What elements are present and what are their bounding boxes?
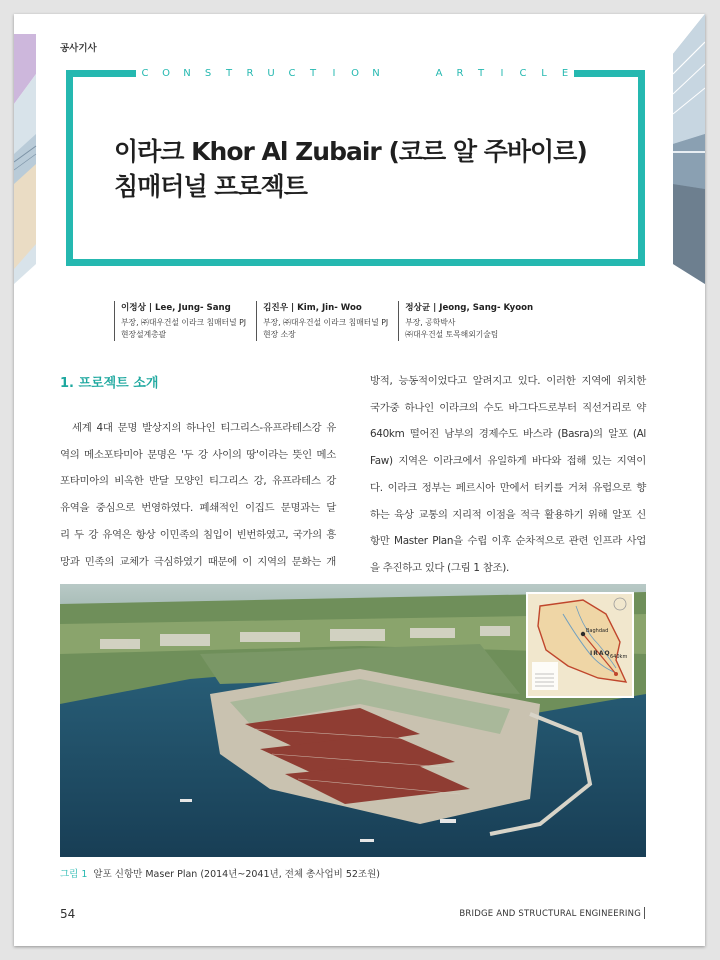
label-letter: R bbox=[456, 67, 464, 79]
port-masterplan-figure bbox=[60, 584, 646, 857]
author-affiliation: 현장 소장 bbox=[263, 330, 296, 339]
paragraph-line: 방적, 능동적이었다고 알려지고 있다. 이러한 지역에 위치한 bbox=[370, 375, 646, 387]
construction-article-label bbox=[136, 66, 574, 80]
paragraph-line: Faw) 지역은 이라크에서 유일하게 바다와 접해 있는 지역이 bbox=[370, 455, 646, 468]
label-letter: R bbox=[246, 67, 254, 79]
paragraph-line: 하는 육상 교통의 지리적 이점을 적극 활용하기 위해 알포 신 bbox=[370, 508, 646, 521]
label-letter: T bbox=[309, 67, 317, 79]
label-letter: S bbox=[204, 67, 212, 79]
author-2 bbox=[256, 301, 388, 341]
label-letter: C bbox=[288, 67, 296, 79]
paragraph-line: 리 두 강 유역은 항상 이민족의 침입이 빈번하였고, 국가의 흥 bbox=[60, 528, 336, 541]
author-3 bbox=[398, 301, 533, 341]
author-affiliation: 부장, ㈜대우건설 이라크 침매터널 PJ bbox=[263, 318, 389, 327]
page-number: 54 bbox=[60, 907, 76, 921]
article-title bbox=[114, 134, 587, 204]
magazine-page bbox=[14, 14, 705, 946]
label-letter: O bbox=[162, 67, 170, 79]
figure-caption bbox=[60, 866, 380, 880]
author-affiliation: 부장, 공학박사 bbox=[405, 318, 456, 327]
paragraph-line: 을 추진하고 있다 (그림 1 참조). bbox=[370, 561, 509, 574]
label-letter: O bbox=[351, 67, 359, 79]
paragraph-line: 항만 Master Plan을 수립 이후 순차적으로 관련 인프라 사업 bbox=[370, 535, 646, 548]
footer-divider bbox=[644, 907, 645, 919]
caption-text: 알포 신항만 Maser Plan (2014년~2041년, 전체 총사업비 52조원) bbox=[93, 869, 380, 880]
map-title: IRAQ bbox=[590, 650, 611, 657]
title-line-1: 이라크 Khor Al Zubair (코르 알 주바이르) bbox=[114, 137, 587, 166]
paragraph-line: 다. 이라크 정부는 페르시아 만에서 터키를 거쳐 유럽으로 향 bbox=[370, 481, 646, 494]
caption-label: 그림 1 bbox=[60, 869, 88, 880]
author-affiliation: 부장, ㈜대우건설 이라크 침매터널 PJ bbox=[121, 318, 247, 327]
author-list bbox=[114, 301, 543, 341]
body-column-right bbox=[370, 368, 646, 582]
paragraph-line: 역의 메소포타미아 문명은 '두 강 사이의 땅'이라는 뜻인 메소 bbox=[60, 448, 336, 461]
paragraph-line: 국가중 하나인 이라크의 수도 바그다드로부터 직선거리로 약 bbox=[370, 401, 646, 414]
journal-name: BRIDGE AND STRUCTURAL ENGINEERING bbox=[459, 909, 641, 919]
label-letter: E bbox=[561, 67, 569, 79]
label-letter: C bbox=[519, 67, 527, 79]
section-heading: 1. 프로젝트 소개 bbox=[60, 376, 159, 391]
paragraph-line: 망과 민족의 교체가 극심하였기 때문에 이 지역의 문화는 개 bbox=[60, 555, 336, 568]
paragraph-line: 640km 떨어진 남부의 경제수도 바스라 (Basra)의 알포 (Al bbox=[370, 428, 646, 441]
author-1 bbox=[114, 301, 246, 341]
label-letter: T bbox=[477, 67, 485, 79]
author-name: 이정상 | Lee, Jung- Sang bbox=[121, 303, 231, 313]
author-affiliation: 현장설계총괄 bbox=[121, 330, 167, 339]
label-letter: I bbox=[500, 67, 504, 79]
body-column-left bbox=[60, 415, 336, 575]
author-name: 정상균 | Jeong, Sang- Kyoon bbox=[405, 303, 534, 313]
label-letter: A bbox=[435, 67, 443, 79]
label-letter: C bbox=[141, 67, 149, 79]
label-letter: N bbox=[372, 67, 380, 79]
paragraph-line: 세계 4대 문명 발상지의 하나인 티그리스-유프라테스강 유 bbox=[72, 422, 336, 434]
label-letter: L bbox=[541, 67, 547, 79]
title-line-2: 침매터널 프로젝트 bbox=[114, 172, 307, 201]
section-tag: 공사기사 bbox=[60, 43, 97, 54]
author-affiliation: ㈜대우건설 토목해외기술팀 bbox=[405, 330, 499, 339]
author-name: 김진우 | Kim, Jin- Woo bbox=[263, 303, 362, 313]
label-letter: U bbox=[267, 67, 275, 79]
paragraph-line: 포타미아의 비옥한 반달 모양인 티그리스 강, 유프라테스 강 bbox=[60, 475, 336, 488]
iraq-inset-map bbox=[526, 592, 634, 698]
iraq-map-graphic bbox=[528, 594, 632, 696]
paragraph-line: 유역을 중심으로 번영하였다. 폐쇄적인 이집드 문명과는 달 bbox=[60, 502, 336, 515]
map-city-label: Baghdad bbox=[586, 628, 609, 634]
right-decoration-image bbox=[643, 14, 705, 284]
label-letter: I bbox=[332, 67, 336, 79]
left-decoration-image bbox=[14, 34, 44, 294]
label-letter: T bbox=[225, 67, 233, 79]
label-letter: N bbox=[183, 67, 191, 79]
map-distance-label: 640km bbox=[610, 654, 628, 660]
